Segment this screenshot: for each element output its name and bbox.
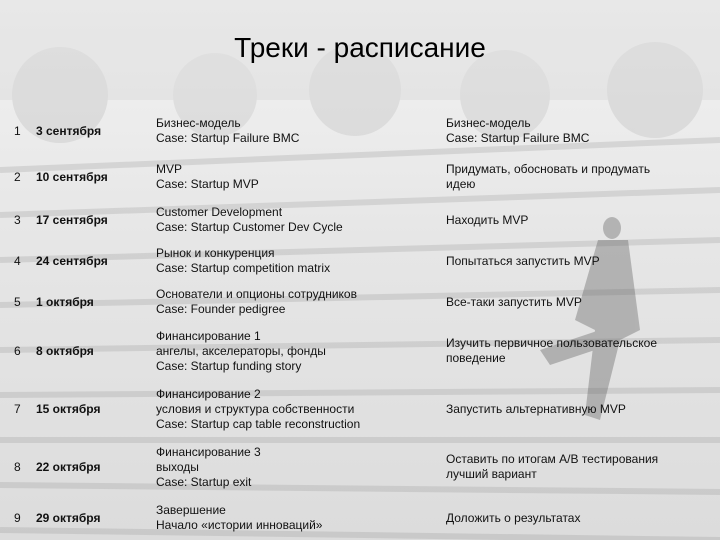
row-date: 15 октября	[36, 401, 101, 416]
row-date: 1 октября	[36, 294, 94, 309]
row-task: Запустить альтернативную MVP	[446, 401, 626, 416]
row-number: 7	[14, 401, 21, 416]
row-task: Все-таки запустить MVP	[446, 294, 582, 309]
row-number: 2	[14, 169, 21, 184]
row-number: 1	[14, 123, 21, 138]
table-row	[10, 154, 720, 200]
table-row	[10, 380, 720, 438]
row-number: 5	[14, 294, 21, 309]
row-topic: Рынок и конкуренция Case: Startup competition matrix	[156, 246, 331, 275]
row-task: Находить MVP	[446, 212, 529, 227]
row-date: 24 сентября	[36, 253, 108, 268]
row-date: 29 октября	[36, 510, 101, 525]
row-topic: Финансирование 1 ангелы, акселераторы, фонды Case: Startup funding story	[156, 328, 326, 373]
schedule-table	[10, 108, 720, 540]
row-topic: Customer Development Case: Startup Customer Dev Cycle	[156, 205, 343, 234]
row-topic: Бизнес-модель Case: Startup Failure BMC	[156, 116, 300, 145]
row-number: 9	[14, 510, 21, 525]
row-topic: Завершение Начало «истории инноваций»	[156, 503, 323, 532]
row-topic: Финансирование 3 выходы Case: Startup exit	[156, 444, 261, 489]
row-topic: Финансирование 2 условия и структура собственности Case: Startup cap table reconstruction	[156, 386, 361, 431]
row-task: Попытаться запустить MVP	[446, 253, 600, 268]
row-date: 3 сентября	[36, 123, 102, 138]
table-row	[10, 108, 720, 154]
slide-title: Треки - расписание	[234, 32, 486, 63]
row-date: 8 октября	[36, 343, 94, 358]
row-topic: MVP Case: Startup MVP	[156, 162, 259, 191]
row-date: 17 сентября	[36, 212, 108, 227]
row-task: Оставить по итогам A/B тестирования лучший вариант	[446, 452, 659, 481]
table-row	[10, 322, 720, 380]
row-number: 6	[14, 343, 21, 358]
row-task: Изучить первичное пользовательское поведение	[446, 336, 657, 365]
row-number: 8	[14, 459, 21, 474]
row-task: Доложить о результатах	[446, 510, 581, 525]
table-row	[10, 240, 720, 282]
row-topic: Основатели и опционы сотрудников Case: Founder pedigree	[156, 287, 357, 316]
row-number: 4	[14, 253, 21, 268]
row-number: 3	[14, 212, 21, 227]
table-row	[10, 282, 720, 322]
table-row	[10, 496, 720, 540]
row-task: Придумать, обосновать и продумать идею	[446, 162, 651, 191]
table-row	[10, 200, 720, 240]
row-task: Бизнес-модель Case: Startup Failure BMC	[446, 116, 590, 145]
row-date: 22 октября	[36, 459, 101, 474]
table-row	[10, 438, 720, 496]
row-date: 10 сентября	[36, 169, 108, 184]
